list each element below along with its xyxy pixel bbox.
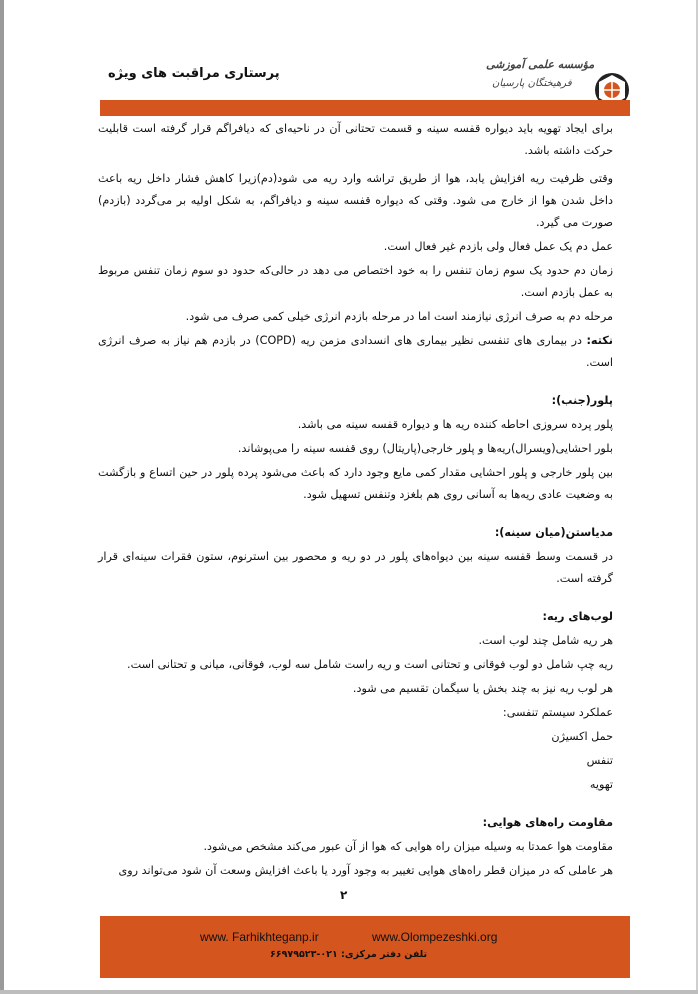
footer-website-1[interactable]: www. Farhikhteganp.ir: [200, 930, 319, 944]
paragraph: ریه چپ شامل دو لوب فوقانی و تحتانی است و ریه راست شامل سه لوب، فوقانی، میانی و تحتانی است.: [127, 658, 613, 671]
paragraph: پلور پرده سروزی احاطه کننده ریه ها و دیواره قفسه سینه می باشد.: [297, 418, 613, 431]
document-body: [98, 118, 613, 888]
paragraph: بلور احشایی(ویسرال)ریه‌ها و پلور خارجی(پاریتال) روی قفسه سینه را می‌پوشاند.: [237, 442, 613, 455]
paragraph: وقتی ظرفیت ریه افزایش یابد، هوا از طریق تراشه وارد ریه می شود(دم)زیرا کاهش فشار داخل ریه باعث داخل شدن هوا از خارج می شود. وقتی که دیواره قفسه سینه و دیافراگم، به شکل اولیه بر می‌گردد (بازدم) صورت می گیرد.: [98, 172, 613, 229]
list-item: تنفس: [586, 754, 613, 767]
note-label: نکته:: [586, 334, 613, 347]
paragraph: زمان دم حدود یک سوم زمان تنفس را به خود اختصاص می دهد در حالی‌که حدود دو سوم زمان تنفس مربوط به عمل بازدم است.: [98, 264, 613, 299]
logo-line-2: فرهیختگان پارسیان: [492, 78, 572, 89]
list-item: تهویه: [589, 778, 613, 791]
paragraph: هر ریه شامل چند لوب است.: [478, 634, 613, 647]
header-accent-bar: [100, 100, 630, 116]
page-number: ۲: [340, 888, 348, 902]
bottom-frame-border: [0, 990, 698, 994]
section-heading-airway-resistance: مقاومت راه‌های هوایی:: [482, 816, 613, 829]
section-heading-pleura: پلور(جنب):: [551, 394, 613, 407]
header-title: پرستاری مراقبت های ویژه: [108, 66, 280, 81]
paragraph: بین پلور خارجی و پلور احشایی مقدار کمی مایع وجود دارد که باعث می‌شود پرده پلور در حین اتساع و بازگشت به وضعیت عادی ریه‌ها به آسانی روی هم بلغزد وتنفس تسهیل شود.: [98, 466, 613, 501]
paragraph: هر لوب ریه نیز به چند بخش یا سیگمان تقسیم می شود.: [352, 682, 613, 695]
section-heading-mediastinum: مدیاستن(میان سینه):: [494, 526, 613, 539]
page-footer: [100, 916, 630, 978]
list-item: حمل اکسیژن: [551, 730, 613, 743]
footer-website-2[interactable]: www.Olompezeshki.org: [372, 930, 498, 944]
left-frame-border: [0, 0, 4, 994]
logo-line-1: مؤسسه علمی آموزشی: [486, 58, 595, 71]
section-heading-lobes: لوب‌های ریه:: [542, 610, 613, 623]
paragraph: مرحله دم به صرف انرژی نیازمند است اما در مرحله بازدم انرژی خیلی کمی صرف می شود.: [185, 310, 613, 323]
paragraph: عملکرد سیستم تنفسی:: [502, 706, 613, 719]
paragraph: مقاومت هوا عمدتا به وسیله میزان راه هوایی که هوا از آن عبور می‌کند مشخص می‌شود.: [203, 840, 613, 853]
footer-phone: تلفن دفتر مرکزی: ۰۲۱-۶۶۹۷۹۵۲۳: [270, 949, 428, 960]
paragraph: هر عاملی که در میزان قطر راه‌های هوایی تغییر به وجود آورد یا باعث افزایش وسعت آن شود می‌تواند روی: [118, 864, 613, 877]
note-text: در بیماری های تنفسی نظیر بیماری های انسدادی مزمن ریه (COPD) در بازدم هم نیاز به صرف انرژی است.: [98, 334, 613, 369]
paragraph: عمل دم یک عمل فعال ولی بازدم غیر فعال است.: [383, 240, 613, 253]
paragraph: در قسمت وسط قفسه سینه بین دیواه‌های پلور در دو ریه و محصور بین استرنوم، ستون فقرات سینه‌ای قرار گرفته است.: [98, 550, 613, 585]
note-paragraph: [98, 330, 613, 374]
paragraph: برای ایجاد تهویه باید دیواره قفسه سینه و قسمت تحتانی آن در ناحیه‌ای که دیافراگم قرار گرفته است قابلیت حرکت داشته باشد.: [98, 122, 613, 157]
